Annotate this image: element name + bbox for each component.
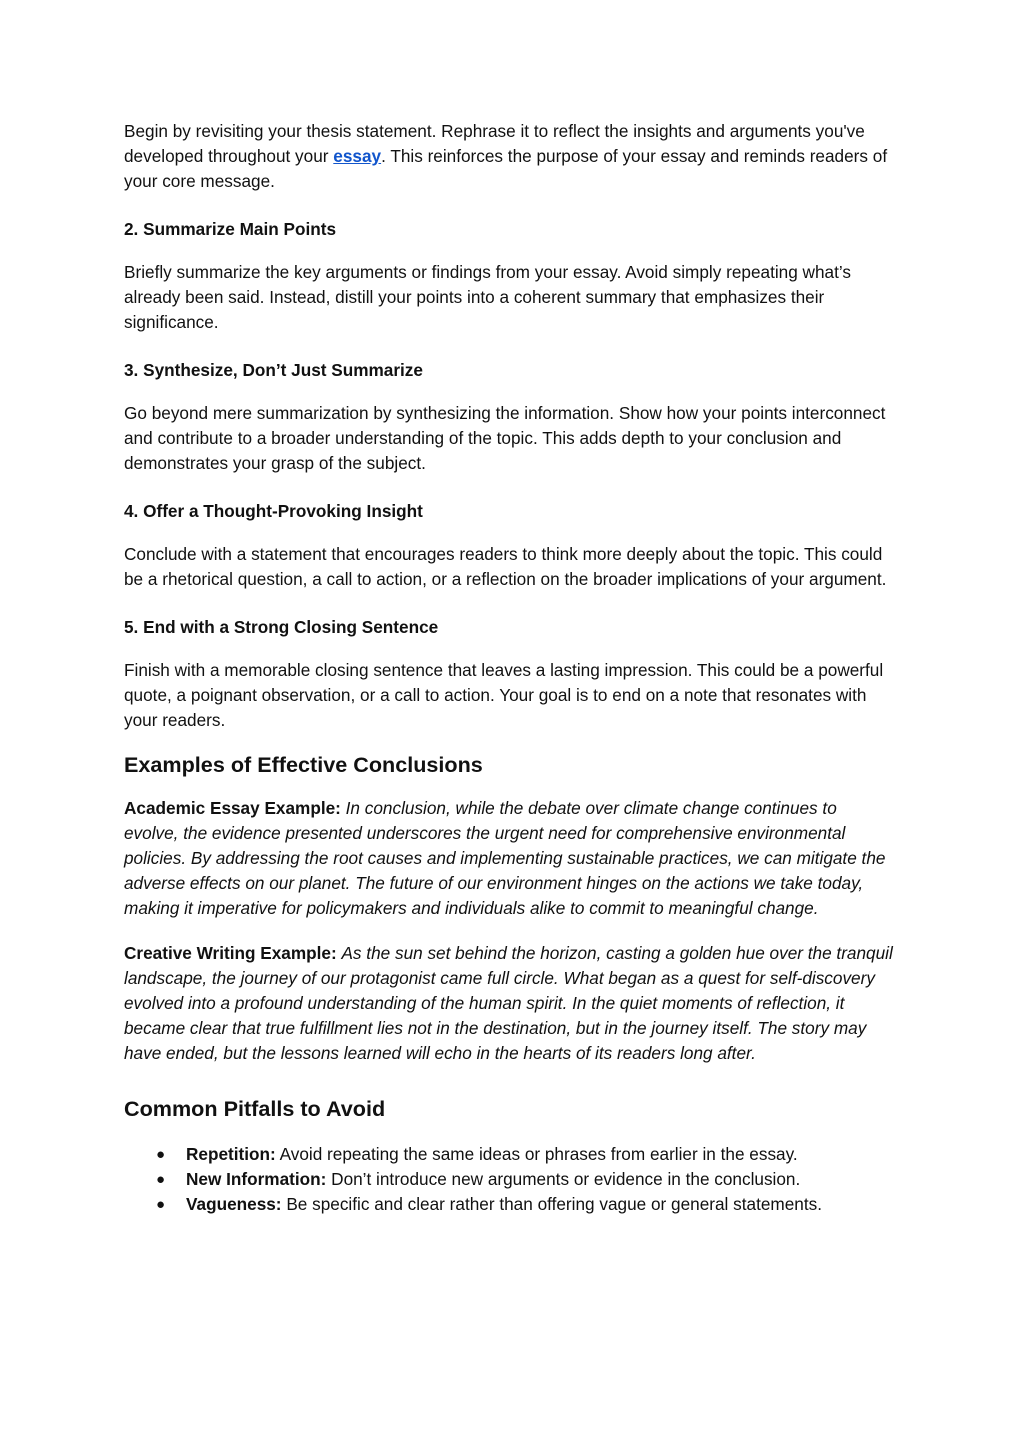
pitfalls-list [124,1142,894,1217]
examples-heading: Examples of Effective Conclusions [124,752,483,777]
bullet-icon: ● [156,1146,166,1163]
bullet-icon: ● [156,1171,166,1188]
example-text: In conclusion, while the debate over climate change continues to evolve, the evidence presented underscores the urgent need for comprehensive environmental policies. By addressing the root causes and implementing sustainable practices, we can mitigate the adverse effects on our planet. The future of our environment hinges on the actions we take today, making it imperative for policymakers and individuals alike to commit to meaningful change. [124,798,886,918]
step-heading: 5. End with a Strong Closing Sentence [124,617,439,637]
bullet-icon: ● [156,1196,166,1213]
list-item [124,1167,894,1192]
list-item [124,1192,894,1217]
example-label: Creative Writing Example: [124,943,337,963]
list-item [124,1142,894,1167]
essay-link[interactable]: essay [333,146,382,166]
pitfall-text: Be specific and clear rather than offering vague or general statements. [286,1194,822,1214]
pitfall-term: New Information: [186,1169,327,1189]
pitfalls-heading: Common Pitfalls to Avoid [124,1096,386,1121]
pitfall-text: Don’t introduce new arguments or evidence in the conclusion. [331,1169,801,1189]
step-paragraph: Briefly summarize the key arguments or findings from your essay. Avoid simply repeating what’s already been said. Instead, distill your points into a coherent summary that emphasizes their significance. [124,262,851,332]
document-page [124,119,894,1217]
step-paragraph: Finish with a memorable closing sentence that leaves a lasting impression. This could be a powerful quote, a poignant observation, or a call to action. Your goal is to end on a note that resonates with your readers. [124,660,884,730]
step-paragraph: Go beyond mere summarization by synthesizing the information. Show how your points interconnect and contribute to a broader understanding of the topic. This adds depth to your conclusion and demonstrates your grasp of the subject. [124,403,886,473]
intro-paragraph [124,119,894,194]
pitfall-term: Repetition: [186,1144,276,1164]
example-paragraph [124,941,894,1066]
example-paragraph [124,796,894,921]
step-heading: 4. Offer a Thought-Provoking Insight [124,501,423,521]
step-heading: 3. Synthesize, Don’t Just Summarize [124,360,423,380]
intro-text-after: . This reinforces the purpose of your essay and reminds readers of your core message. [124,146,888,191]
step-paragraph: Conclude with a statement that encourages readers to think more deeply about the topic. This could be a rhetorical question, a call to action, or a reflection on the broader implications of your argument. [124,544,887,589]
pitfall-text: Avoid repeating the same ideas or phrases from earlier in the essay. [279,1144,798,1164]
intro-text-before: Begin by revisiting your thesis statement. Rephrase it to reflect the insights and arguments you've developed throughout your [124,121,865,166]
pitfall-term: Vagueness: [186,1194,282,1214]
step-heading: 2. Summarize Main Points [124,219,337,239]
example-text: As the sun set behind the horizon, casting a golden hue over the tranquil landscape, the journey of our protagonist came full circle. What began as a quest for self-discovery evolved into a profound understanding of the human spirit. In the quiet moments of reflection, it became clear that true fulfillment lies not in the destination, but in the journey itself. The story may have ended, but the lessons learned will echo in the hearts of its readers long after. [124,943,893,1063]
example-label: Academic Essay Example: [124,798,341,818]
